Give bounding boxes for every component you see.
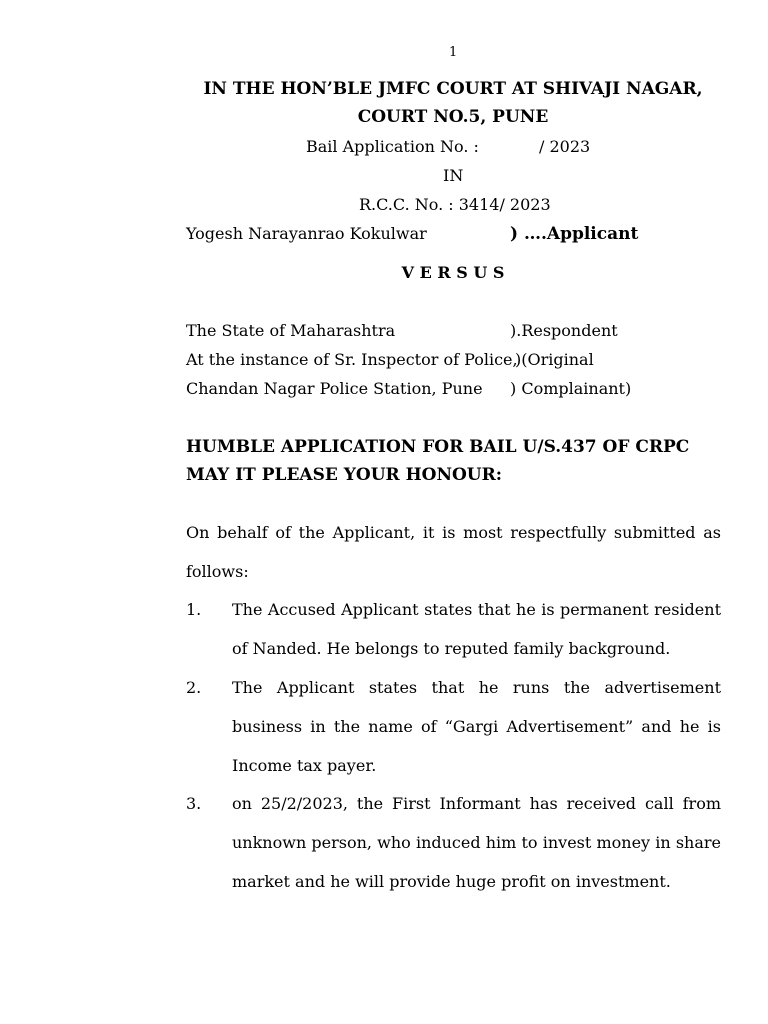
point-text: The Applicant states that he runs the advertisement business in the name of “Gargi Advertisement” and he is Income tax payer. (232, 678, 721, 775)
court-title-line2: COURT NO.5, PUNE (357, 107, 549, 127)
point-text: on 25/2/2023, the First Informant has received call from unknown person, who induced him to invest money in share market and he will provide huge profit on investment. (232, 794, 721, 891)
point-number: 3. (186, 794, 202, 813)
rcc-number: R.C.C. No. : 3414/ 2023 (359, 195, 551, 214)
application-heading-line1: HUMBLE APPLICATION FOR BAIL U/S.437 OF CRPC (186, 437, 690, 457)
point-number: 2. (186, 678, 202, 697)
respondent-line1-left: The State of Maharashtra (186, 321, 396, 340)
court-title-line1: IN THE HON’BLE JMFC COURT AT SHIVAJI NAGAR, (203, 79, 703, 99)
bail-application-year: / 2023 (539, 137, 591, 156)
applicant-name: Yogesh Narayanrao Kokulwar (186, 224, 427, 243)
respondent-line1-right: ).Respondent (510, 321, 618, 340)
respondent-line2-left: At the instance of Sr. Inspector of Police, (186, 350, 518, 369)
intro-paragraph: On behalf of the Applicant, it is most respectfully submitted as follows: (186, 523, 721, 581)
page-number: 1 (449, 45, 458, 60)
point-text: The Accused Applicant states that he is permanent resident of Nanded. He belongs to reputed family background. (232, 600, 721, 658)
in-label: IN (443, 166, 464, 185)
respondent-line2-right: )(Original (515, 350, 594, 369)
bail-application-label: Bail Application No. : (306, 137, 479, 156)
respondent-line3-left: Chandan Nagar Police Station, Pune (186, 379, 483, 398)
applicant-role: ) ….Applicant (510, 224, 639, 244)
versus-heading: V E R S U S (401, 263, 505, 282)
respondent-line3-right: ) Complainant) (510, 379, 632, 398)
point-number: 1. (186, 600, 202, 619)
application-heading-line2: MAY IT PLEASE YOUR HONOUR: (186, 465, 503, 485)
